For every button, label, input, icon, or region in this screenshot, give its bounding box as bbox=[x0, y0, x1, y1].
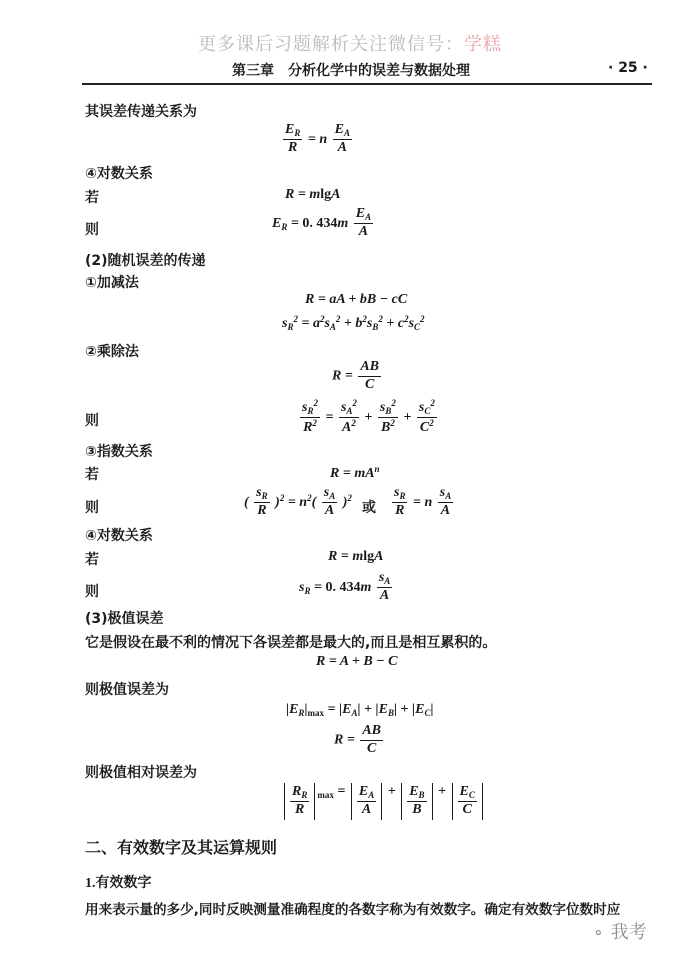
label-if: 若 bbox=[85, 552, 99, 568]
or-label: 或 bbox=[362, 500, 376, 516]
equation-exponent-std: $\frac{s_R}{R}$ = n $\frac{s_A}{A}$ bbox=[394, 485, 452, 519]
brand-name: 我考 bbox=[610, 922, 647, 943]
brand-logo bbox=[592, 918, 647, 944]
equation-add-subtract-variance: $s_R^2 = a^2s_A^2 + b^2s_B^2 + c^2s_C^2$ bbox=[282, 314, 425, 332]
equation-multiply-divide-variance: $\frac{s_R^2}{R^2}$ = $\frac{s_A^2}{A^2}$ + $\frac{s_B^2}{B^2}$ + $\frac{s_C^2}{C^2}$ bbox=[302, 398, 435, 436]
equation-exponent: $R = mA^n$ bbox=[330, 464, 380, 481]
heading-multiply-divide: ②乘除法 bbox=[85, 344, 139, 360]
label-then: 则 bbox=[85, 584, 99, 600]
label-extreme-relative: 则极值相对误差为 bbox=[85, 765, 197, 781]
chapter-header bbox=[232, 60, 470, 80]
sig-figs-definition: 用来表示量的多少,同时反映测量准确程度的各数字称为有效数字。确定有效数字位数时应 bbox=[85, 902, 621, 918]
label-then: 则 bbox=[85, 500, 99, 516]
section-heading-sig-figs: 二、有效数字及其运算规则 bbox=[85, 838, 278, 857]
heading-random-error: (2)随机误差的传递 bbox=[85, 253, 206, 269]
equation-extreme-fraction: R = $\frac{AB}{C}$ bbox=[334, 723, 382, 756]
subsection-heading-sig-figs: 1.有效数字 bbox=[85, 876, 152, 891]
extreme-description: 它是假设在最不利的情况下各误差都是最大的,而且是相互累积的。 bbox=[85, 635, 497, 651]
equation-log-systematic: $E_R = 0$. 434m $\frac{E_A}{A}$ bbox=[272, 206, 372, 240]
equation-exponent-variance: ( $\frac{s_R}{R}$ )$^2 = n^2$( $\frac{s_A}{A}$ )$^2$ bbox=[244, 485, 352, 519]
equation-extreme-sum: R = A + B − C bbox=[316, 654, 398, 669]
label-then: 则 bbox=[85, 413, 99, 429]
chapter-number: 第三章 bbox=[232, 63, 274, 79]
label-if: 若 bbox=[85, 467, 99, 483]
equation-extreme-error: $|E_R|_{max} = |E_A| + |E_B| + |E_C|$ bbox=[286, 702, 434, 718]
equation-log-definition: R = mlgA bbox=[328, 549, 384, 564]
intro-text: 其误差传递关系为 bbox=[85, 104, 197, 120]
heading-exponent-relation: ③指数关系 bbox=[85, 444, 153, 460]
heading-extreme-error: (3)极值误差 bbox=[85, 611, 164, 627]
label-extreme-error: 则极值误差为 bbox=[85, 682, 169, 698]
chapter-title: 分析化学中的误差与数据处理 bbox=[288, 63, 470, 79]
equation-log-random: $s_R = 0$. 434m $\frac{s_A}{A}$ bbox=[299, 570, 391, 604]
watermark: 更多课后习题解析关注微信号：学糕 bbox=[198, 34, 502, 55]
heading-log-relation: ④对数关系 bbox=[85, 166, 153, 182]
equation-extreme-relative: $\frac{R_R}{R}$ $_{max}$ = $\frac{E_A}{A}$ + $\frac{E_B}{B}$ + $\frac{E_C}{C}$ bbox=[282, 783, 485, 820]
header-rule bbox=[82, 83, 652, 85]
label-if: 若 bbox=[85, 190, 99, 206]
equation-log-definition: R = mlgA bbox=[285, 187, 341, 202]
page-number: · 25 · bbox=[608, 60, 648, 76]
wechat-icon: ⚬ bbox=[592, 924, 605, 942]
equation-multiply-divide: R = $\frac{AB}{C}$ bbox=[332, 359, 380, 392]
heading-log-relation: ④对数关系 bbox=[85, 528, 153, 544]
equation-add-subtract: R = aA + bB − cC bbox=[305, 292, 408, 307]
equation-log-error-relation: $\frac{E_R}{R}$ = n $\frac{E_A}{A}$ bbox=[285, 122, 350, 156]
heading-add-subtract: ①加减法 bbox=[85, 275, 139, 291]
label-then: 则 bbox=[85, 222, 99, 238]
